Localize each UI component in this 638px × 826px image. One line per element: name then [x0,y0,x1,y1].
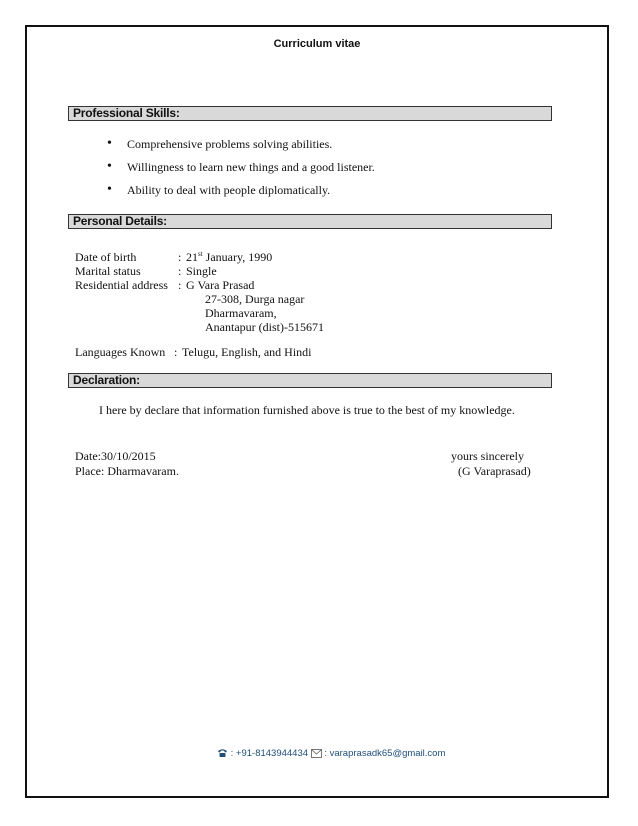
list-item: • Willingness to learn new things and a good listener. [107,159,375,182]
phone-number: : +91-8143944434 [230,748,309,759]
marital-label: Marital status [75,264,141,278]
section-header-professional-skills: Professional Skills: [68,106,552,121]
skills-list [107,136,375,205]
page-title: Curriculum vitae [273,38,361,50]
resume-page [25,25,609,798]
colon: : [178,278,182,292]
address-line: 27-308, Durga nagar [205,292,305,306]
list-item: • Ability to deal with people diplomatically. [107,182,375,205]
place-text: Place: Dharmavaram. [75,464,179,478]
address-line: Dharmavaram, [205,306,277,320]
languages-label: Languages Known [75,345,166,359]
colon: : [178,264,182,278]
declaration-text: I here by declare that information furnished above is true to the best of my knowledge. [99,403,515,417]
dob-label: Date of birth [75,250,137,264]
section-header-personal-details: Personal Details: [68,214,552,229]
date-text: Date:30/10/2015 [75,449,156,463]
contact-footer [217,748,445,761]
email-address: : varaprasadk65@gmail.com [324,748,446,759]
address-label: Residential address [75,278,168,292]
address-line: Anantapur (dist)-515671 [205,320,324,334]
dob-value: 21st January, 1990 [186,250,273,264]
closing-text: yours sincerely [451,449,524,463]
phone-icon [217,748,228,761]
colon: : [174,345,178,359]
envelope-icon [311,749,322,761]
signature-name: (G Varaprasad) [458,464,531,478]
marital-value: Single [186,264,217,278]
section-header-declaration: Declaration: [68,373,552,388]
list-item: • Comprehensive problems solving abilities. [107,136,375,159]
colon: : [178,250,182,264]
address-line: G Vara Prasad [186,278,255,292]
languages-value: Telugu, English, and Hindi [182,345,312,359]
